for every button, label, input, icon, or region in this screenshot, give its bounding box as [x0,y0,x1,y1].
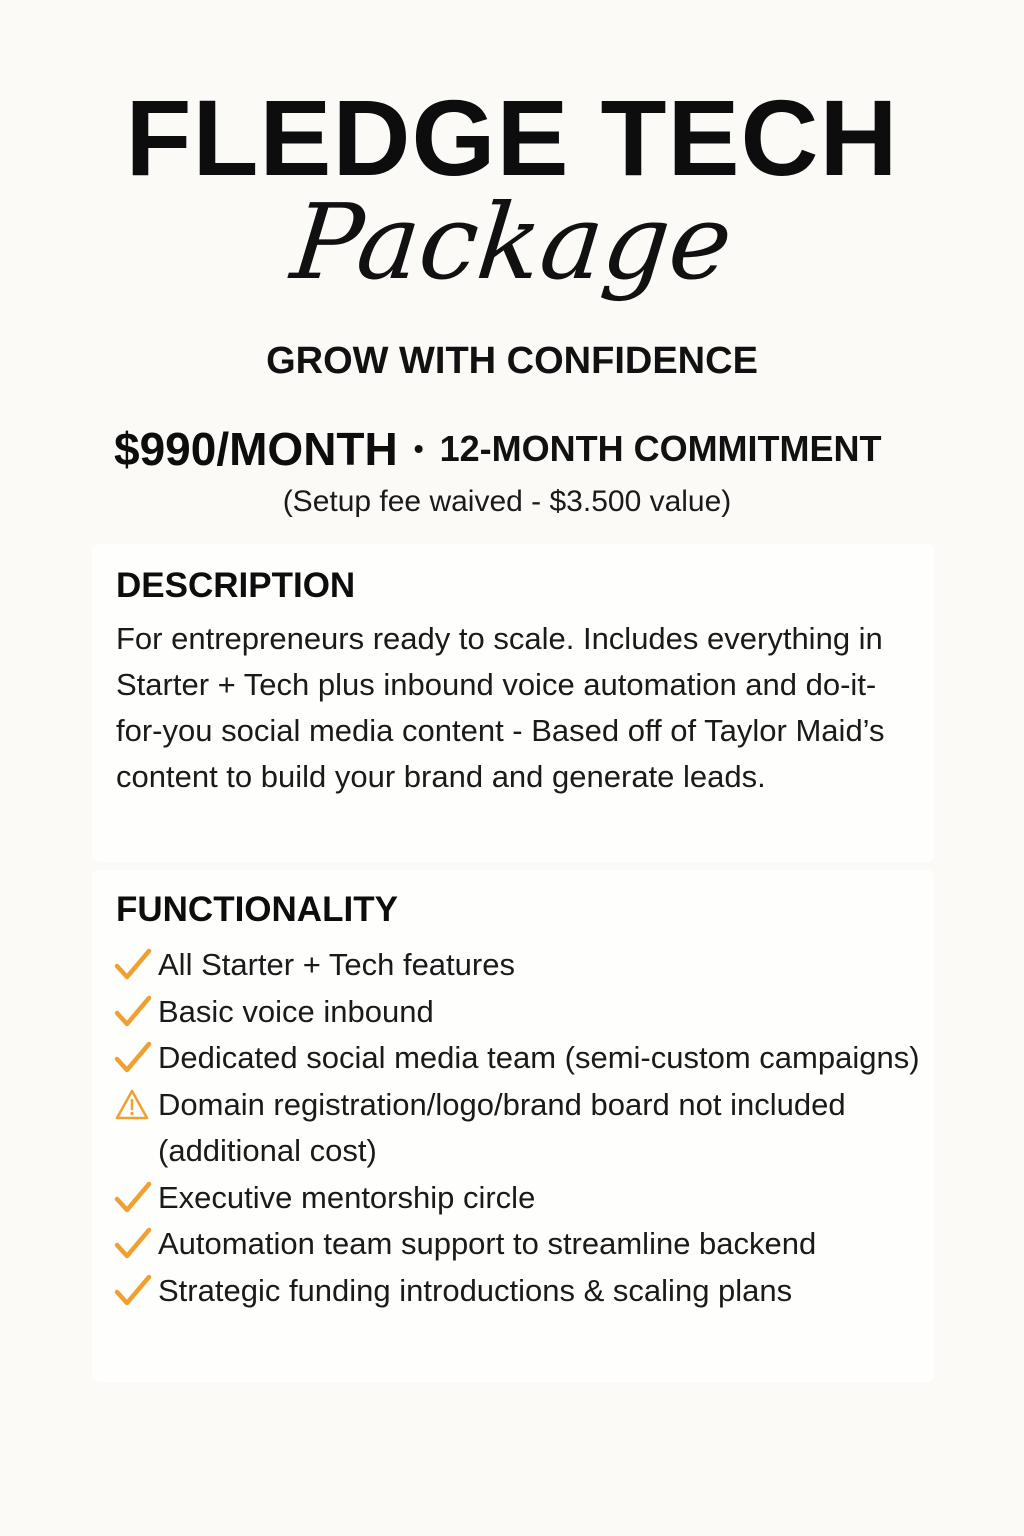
package-script-title: Package [286,181,738,303]
feature-text: Automation team support to streamline backend [158,1226,817,1261]
feature-text: All Starter + Tech features [158,947,515,982]
pricing-row [114,420,994,478]
feature-text: Dedicated social media team (semi-custom campaigns) [158,1040,920,1075]
check-icon [114,942,158,988]
functionality-heading: FUNCTIONALITY [116,890,398,929]
tagline: GROW WITH CONFIDENCE [266,340,758,382]
feature-item [114,1175,924,1222]
check-icon [114,989,158,1035]
description-text: For entrepreneurs ready to scale. Includes everything in Starter + Tech plus inbound voice automation and do-it-for-you social media content - Based off of Taylor Maid’s content to build your brand and generate leads. [116,621,885,794]
feature-text: Basic voice inbound [158,993,434,1029]
feature-item [114,1082,924,1175]
feature-list [114,942,924,1314]
check-icon [114,1175,158,1221]
check-icon [114,1268,158,1314]
feature-text: Executive mentorship circle [158,1179,536,1215]
feature-text: Domain registration/logo/brand board not included (additional cost) [158,1086,846,1168]
price-separator: • [413,433,424,464]
feature-item [114,989,924,1036]
feature-item [114,1035,924,1082]
check-icon [114,1221,158,1267]
feature-text: Strategic funding introductions & scaling plans [158,1272,793,1308]
package-title: FLEDGE TECH [125,77,899,198]
price: $990/MONTH [114,423,398,475]
setup-fee-note: (Setup fee waived - $3.500 value) [282,485,732,518]
feature-item [114,1221,924,1268]
feature-item [114,1268,924,1315]
description-heading: DESCRIPTION [116,566,356,605]
functionality-card [92,870,934,1382]
warning-icon [114,1082,158,1128]
feature-item [114,942,924,989]
check-icon [114,1035,158,1081]
description-card [92,544,934,862]
commitment-term: 12-MONTH COMMITMENT [439,428,882,469]
